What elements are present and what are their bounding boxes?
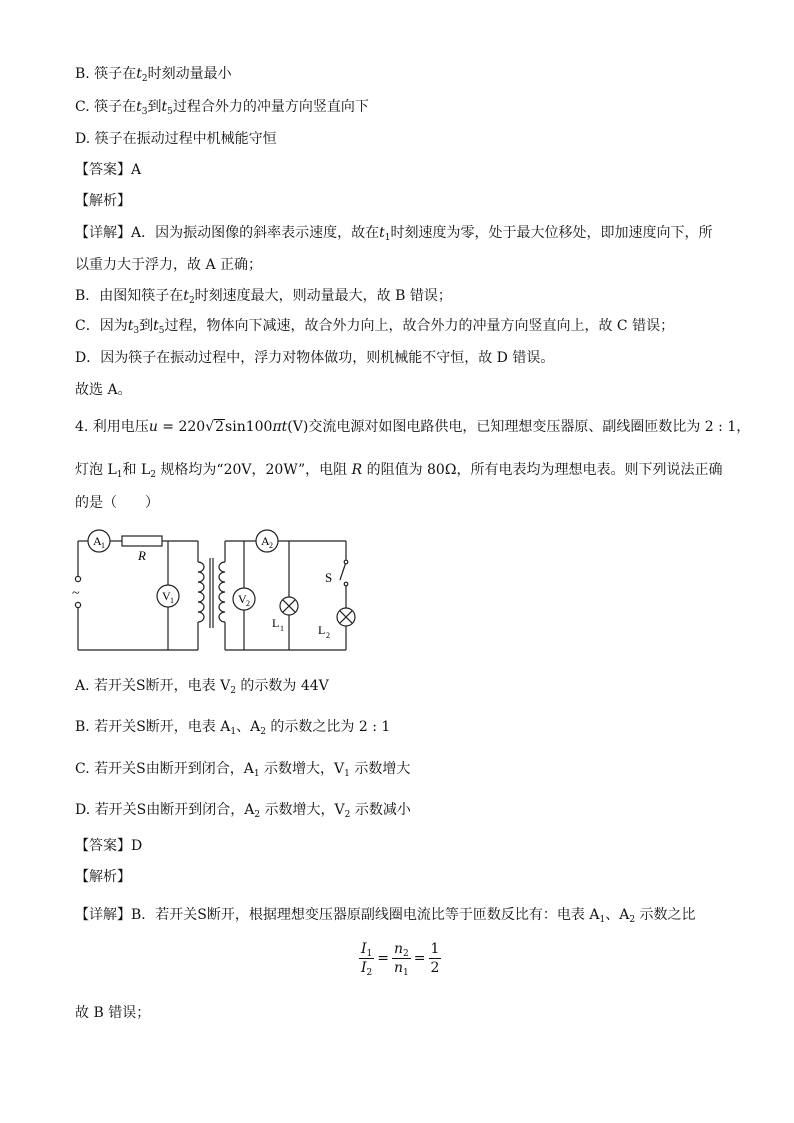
detail-tag: 【详解】	[75, 225, 131, 241]
lamp-l1-icon	[280, 597, 298, 615]
svg-text:L: L	[318, 623, 326, 637]
q3-explanation-c: C．因为$t_3$到$t_5$过程，物体向下减速，故合外力向上，故合外力的冲量方向竖直向上，故 C 错误；	[75, 318, 675, 336]
svg-text:A: A	[261, 534, 270, 548]
voltmeter-v1	[157, 585, 179, 607]
q3-option-b: B. 筷子在$t_2$时刻动量最小	[75, 66, 232, 84]
q4-option-a: A. 若开关S断开，电表 $V_2$ 的示数为 44V	[75, 678, 329, 696]
svg-text:2: 2	[246, 599, 250, 608]
ac-source-symbol: ~	[72, 586, 80, 601]
q3-option-c: C. 筷子在$t_3$到$t_5$过程合外力的冲量方向竖直向下	[75, 99, 369, 117]
resistor-label: R	[138, 548, 146, 563]
svg-text:V: V	[238, 592, 247, 606]
q3-explanation-d: D．因为筷子在振动过程中，浮力对物体做功，则机械能不守恒，故 D 错误。	[75, 350, 555, 366]
q3-choose: 故选 A。	[75, 382, 132, 398]
q3-explanation-b: B．由图知筷子在$t_2$时刻速度最大，则动量最大，故 B 错误；	[75, 288, 452, 306]
q4-stem-line1: 4. 利用电压u = 220√2sin100πt(V)交流电源对如图电路供电，已知理想变压器原、副线圈匝数比为 2 : 1，	[75, 419, 751, 435]
ammeter-a2	[256, 530, 278, 552]
lamp-l2-icon	[337, 608, 355, 626]
answer-tag: 【答案】	[75, 162, 131, 178]
svg-text:V: V	[162, 589, 171, 603]
q3-option-d: D. 筷子在振动过程中机械能守恒	[75, 131, 277, 147]
voltmeter-v2	[233, 588, 255, 610]
switch-label: S	[325, 570, 333, 585]
circuit-diagram	[68, 524, 368, 660]
q4-answer: 【答案】D	[75, 838, 143, 854]
svg-text:1: 1	[101, 541, 105, 550]
q3-analysis-tag: 【解析】	[75, 193, 131, 209]
current-ratio-formula: $\frac{I_1}{I_2}$ = $\frac{n_2}{n_1}$ = $\frac{1}{2}$	[361, 941, 440, 978]
q4-stem-line2: 灯泡 $L_1$和 $L_2$ 规格均为“20V，20W”，电阻 R 的阻值为 80Ω，所有电表均为理想电表。则下列说法正确	[75, 462, 723, 480]
lamp-l1-label	[272, 616, 284, 633]
q4-explanation-b: 【详解】B．若开关S断开，根据理想变压器原副线圈电流比等于匝数反比有：电表 $A_1$、$A_2$ 示数之比	[75, 907, 696, 925]
q3-explanation-a: 【详解】A．因为振动图像的斜率表示速度，故在$t_1$时刻速度为零，处于最大位移处，即加速度向下，所	[75, 225, 713, 243]
q4-option-c: C. 若开关S由断开到闭合，$A_1$ 示数增大，$V_1$ 示数增大	[75, 761, 411, 779]
answer-tag: 【答案】	[75, 838, 131, 854]
q4-conclusion: 故 B 错误；	[75, 1005, 151, 1021]
lamp-l2-label	[318, 623, 330, 640]
svg-text:1: 1	[170, 596, 174, 605]
svg-text:2: 2	[269, 541, 273, 550]
resistor-r	[122, 536, 162, 546]
q4-analysis-tag: 【解析】	[75, 869, 131, 885]
svg-text:2: 2	[326, 631, 330, 640]
detail-tag: 【详解】	[75, 907, 131, 923]
ammeter-a1	[88, 530, 110, 552]
svg-text:1: 1	[280, 624, 284, 633]
q4-stem-line3: 的是（ ）	[75, 495, 159, 511]
q4-option-d: D. 若开关S由断开到闭合，$A_2$ 示数增大，$V_2$ 示数减小	[75, 802, 411, 820]
svg-text:L: L	[272, 616, 280, 630]
q3-explanation-a-cont: 以重力大于浮力，故 A 正确；	[75, 257, 263, 273]
svg-text:A: A	[93, 534, 102, 548]
q3-answer: 【答案】A	[75, 162, 142, 178]
sqrt-symbol: √	[205, 419, 215, 435]
q4-option-b: B. 若开关S断开，电表 $A_1$、$A_2$ 的示数之比为 2 : 1	[75, 719, 391, 737]
